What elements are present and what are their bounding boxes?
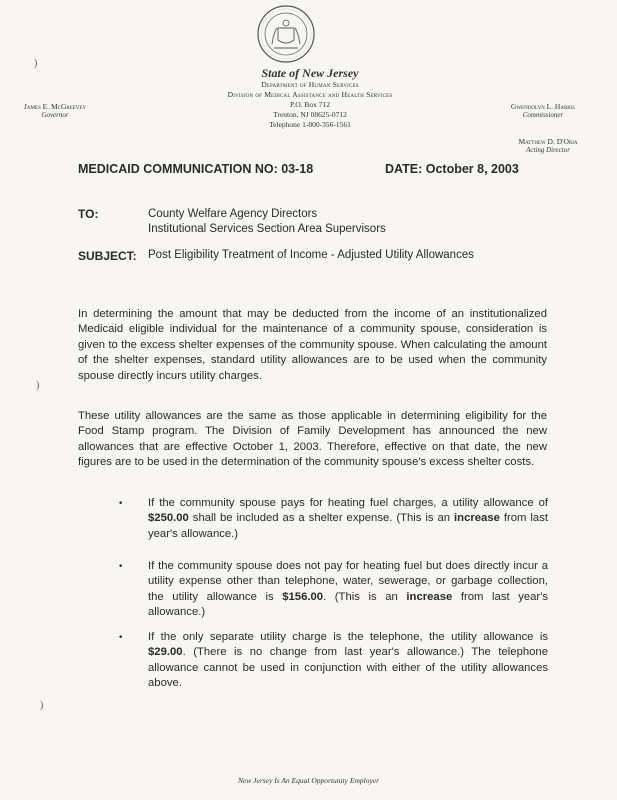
scan-mark: ): [34, 58, 38, 69]
allowance-amount: $250.00: [148, 512, 189, 525]
recipient-line: Institutional Services Section Area Supervisors: [148, 223, 386, 235]
bullet-text: If the community spouse does not pay for heating fuel but does directly incur a utility expense other than telephone, water, sewerage, or garbage collection, the utility allowance is: [148, 560, 548, 603]
governor-title: Governor: [41, 111, 69, 119]
bullet-item: [148, 496, 548, 542]
bullet-text: . (There is no change from last year's allowance.) The telephone allowance cannot be used in conjunction with either of the utility allowances above.: [148, 646, 548, 690]
increase-word: increase: [454, 512, 500, 525]
commissioner-name: Gwendolyn L. Harris: [510, 102, 576, 111]
commissioner-block: [478, 102, 608, 120]
subject-text: Post Eligibility Treatment of Income - Adjusted Utility Allowances: [148, 249, 474, 261]
phone-number: Telephone 1-800-356-1561: [269, 120, 351, 129]
memo-date: DATE: October 8, 2003: [385, 162, 519, 176]
communication-number: MEDICAID COMMUNICATION NO: 03-18: [78, 162, 314, 176]
commissioner-title: Commissioner: [522, 111, 564, 119]
bullet-text: shall be included as a shelter expense. (This is an: [188, 512, 455, 525]
director-block: [488, 137, 608, 155]
director-title: Acting Director: [526, 146, 570, 154]
bullet-item: [148, 559, 548, 621]
state-title: State of New Jersey: [261, 66, 359, 80]
letterhead: [160, 66, 460, 130]
bullet-text: If the only separate utility charge is the telephone, the utility allowance is: [148, 631, 548, 643]
bullet-text: . (This is an: [323, 590, 407, 603]
body-paragraph: In determining the amount that may be deducted from the income of an institutionalized Medicaid eligible individual for the maintenance of a community spouse, consideration is given to the excess shelter expenses of the community spouse. When calculating the amount of the shelter expenses, standard utility allowances are to be used when the community spouse directly incurs utility charges.: [78, 308, 547, 382]
footer-text: New Jersey Is An Equal Opportunity Employer: [237, 776, 380, 785]
recipients: [148, 207, 386, 237]
allowance-amount: $156.00: [282, 590, 324, 603]
recipient-line: County Welfare Agency Directors: [148, 208, 318, 220]
city-address: Trenton, NJ 08625-0712: [273, 110, 347, 119]
state-seal-icon: [256, 4, 316, 64]
director-name: Matthew D. D'Oria: [518, 137, 578, 146]
po-box: P.O. Box 712: [289, 100, 330, 109]
body-paragraph: These utility allowances are the same as those applicable in determining eligibility for the Food Stamp program. The Division of Family Development has announced the new allowances that are effective October 1, 2003. Therefore, effective on that date, the new figures are to be used in the determination of the community spouse's excess shelter costs.: [78, 410, 547, 469]
allowance-amount: $29.00: [148, 646, 183, 659]
bullet-marker: •: [118, 499, 124, 509]
bullet-text: from last year's allowance.): [148, 590, 548, 619]
bullet-marker: •: [118, 633, 124, 643]
bullet-marker: •: [118, 562, 124, 572]
increase-word: increase: [406, 590, 453, 603]
scan-mark: ): [36, 380, 40, 391]
scan-mark: ): [40, 700, 44, 711]
bullet-text: from last year's allowance.): [148, 512, 548, 540]
division-name: Division of Medical Assistance and Health Services: [227, 90, 393, 99]
governor-block: [0, 102, 110, 120]
to-label: TO:: [78, 207, 99, 221]
governor-name: James E. McGreevey: [23, 102, 87, 111]
bullet-item: [148, 630, 548, 692]
bullet-text: If the community spouse pays for heating fuel charges, a utility allowance of: [148, 497, 548, 509]
subject-label: SUBJECT:: [78, 249, 137, 263]
department-name: Department of Human Services: [261, 80, 359, 89]
